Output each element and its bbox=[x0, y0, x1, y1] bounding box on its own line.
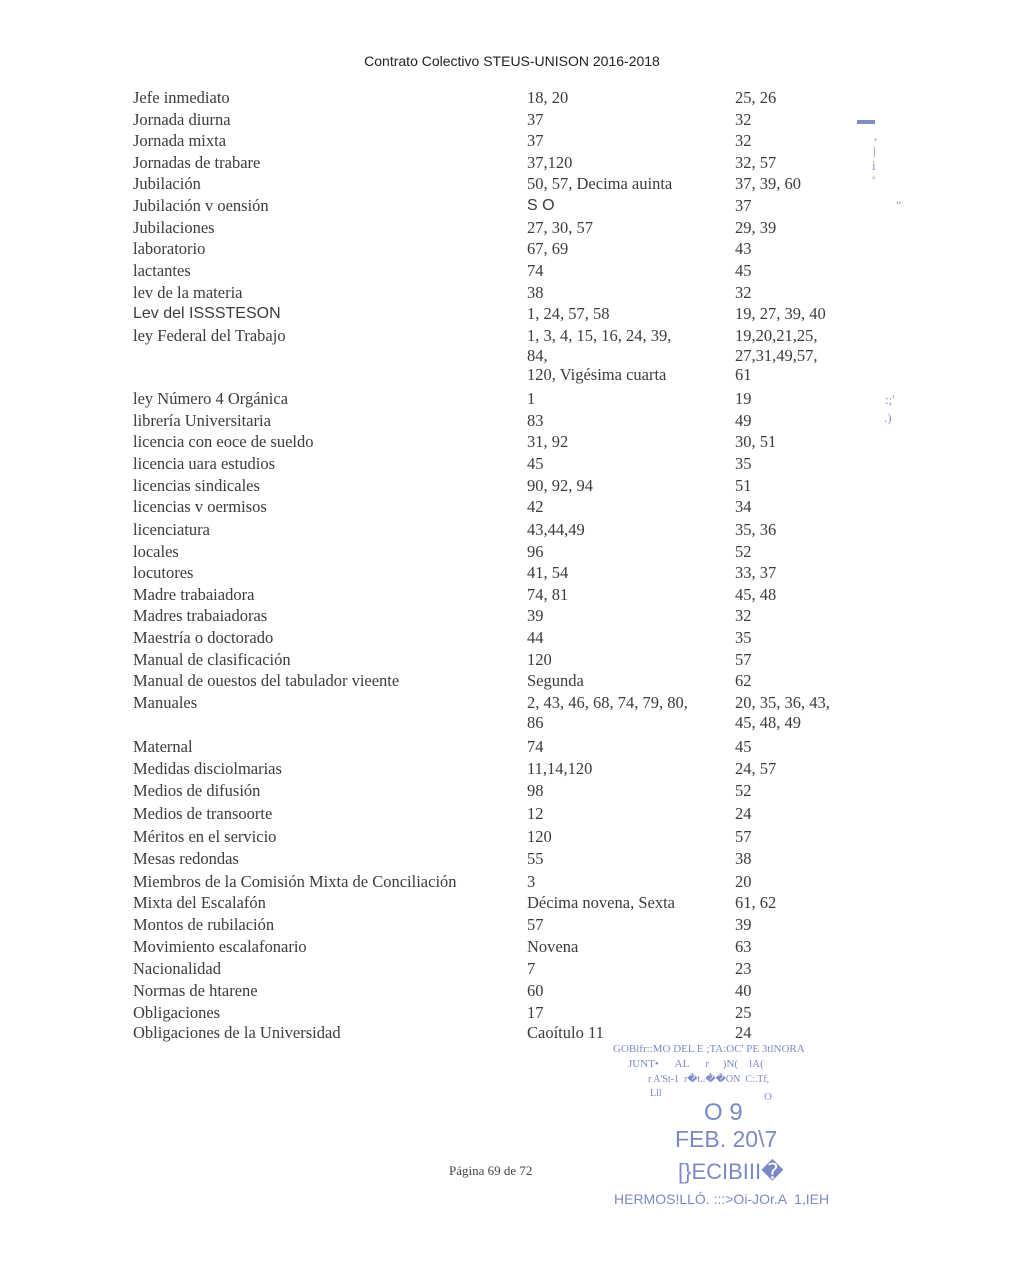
index-row bbox=[0, 981, 1024, 1003]
index-pages: 7 bbox=[527, 959, 536, 978]
index-row bbox=[0, 174, 1024, 196]
index-row bbox=[0, 411, 1024, 433]
index-pages: 83 bbox=[527, 411, 544, 430]
index-pages: 17 bbox=[527, 1003, 544, 1022]
index-term: Maternal bbox=[133, 737, 193, 756]
index-row bbox=[0, 893, 1024, 915]
index-row bbox=[0, 88, 1024, 110]
index-pages-alt: 38 bbox=[735, 849, 752, 868]
index-row bbox=[0, 915, 1024, 937]
index-term: Normas de htarene bbox=[133, 981, 258, 1000]
index-pages-alt: 33, 37 bbox=[735, 563, 777, 582]
index-row bbox=[0, 432, 1024, 454]
index-pages: 60 bbox=[527, 981, 544, 1000]
index-term: Jornada mixta bbox=[133, 131, 227, 150]
index-row bbox=[0, 671, 1024, 693]
index-row bbox=[0, 872, 1024, 894]
index-pages: 96 bbox=[527, 542, 544, 561]
index-term: Lev del ISSSTESON bbox=[133, 305, 281, 322]
index-pages-alt: 35, 36 bbox=[735, 520, 777, 539]
index-term: Miembros de la Comisión Mixta de Conciliación bbox=[133, 872, 457, 891]
index-term: Medios de difusión bbox=[133, 781, 261, 800]
index-term: Movimiento escalafonario bbox=[133, 937, 307, 956]
index-pages: 74 bbox=[527, 261, 544, 280]
received-stamp bbox=[600, 1043, 900, 1223]
index-pages-alt: 25 bbox=[735, 1003, 752, 1022]
index-pages-alt: 61, 62 bbox=[735, 893, 777, 912]
index-pages-alt: 63 bbox=[735, 937, 752, 956]
index-pages-alt: 45 bbox=[735, 737, 752, 756]
index-row bbox=[0, 759, 1024, 781]
margin-mark-3: i bbox=[872, 158, 876, 173]
index-term: licencia uara estudios bbox=[133, 454, 276, 473]
index-row bbox=[0, 1023, 1024, 1045]
index-pages: 41, 54 bbox=[527, 563, 569, 582]
index-row bbox=[0, 153, 1024, 175]
index-pages-alt: 39 bbox=[735, 915, 752, 934]
index-row bbox=[0, 606, 1024, 628]
page-header: Contrato Colectivo STEUS-UNISON 2016-2018 bbox=[364, 53, 660, 69]
index-pages-alt: 24, 57 bbox=[735, 759, 777, 778]
index-pages-alt: 51 bbox=[735, 476, 752, 495]
index-pages-alt: 49 bbox=[735, 411, 752, 430]
index-term: Méritos en el servicio bbox=[133, 827, 277, 846]
index-pages-alt: 61 bbox=[735, 365, 752, 384]
index-term: laboratorio bbox=[133, 239, 206, 258]
index-row bbox=[0, 283, 1024, 305]
index-row bbox=[0, 849, 1024, 871]
stamp-city: HERMOS!LLÓ. :::>Oi-JOr.A 1,IEH bbox=[614, 1191, 830, 1207]
index-term: licencias sindicales bbox=[133, 476, 260, 495]
index-term: librería Universitaria bbox=[133, 411, 271, 430]
index-pages-alt: 32 bbox=[735, 606, 752, 625]
index-row bbox=[0, 326, 1024, 365]
index-row bbox=[0, 389, 1024, 411]
page-footer: Página 69 de 72 bbox=[449, 1163, 533, 1178]
index-pages-alt: 20, 35, 36, 43, 45, 48, 49 bbox=[735, 693, 830, 732]
index-pages: 37 bbox=[527, 110, 544, 129]
index-pages-alt: 52 bbox=[735, 781, 752, 800]
stamp-line-1: GOBlfr::MO DEL E ;TA:OC' PE 3tlNORA bbox=[613, 1043, 805, 1055]
margin-mark-4: ° bbox=[872, 175, 876, 185]
index-row bbox=[0, 520, 1024, 542]
index-pages: 74 bbox=[527, 737, 544, 756]
index-pages: Segunda bbox=[527, 671, 584, 690]
index-pages: 45 bbox=[527, 454, 544, 473]
index-term: Jefe inmediato bbox=[133, 88, 230, 107]
index-row bbox=[0, 804, 1024, 826]
index-pages-alt: 32 bbox=[735, 110, 752, 129]
index-pages-alt: 45 bbox=[735, 261, 752, 280]
index-row bbox=[0, 304, 1024, 326]
index-row bbox=[0, 261, 1024, 283]
index-pages-alt: 30, 51 bbox=[735, 432, 777, 451]
index-pages-alt: 35 bbox=[735, 628, 752, 647]
index-term: ley Federal del Trabajo bbox=[133, 326, 286, 345]
index-pages: 37 bbox=[527, 131, 544, 150]
index-row bbox=[0, 827, 1024, 849]
index-pages-alt: 57 bbox=[735, 650, 752, 669]
index-pages: 18, 20 bbox=[527, 88, 569, 107]
index-row bbox=[0, 563, 1024, 585]
index-row bbox=[0, 454, 1024, 476]
index-pages-alt: 62 bbox=[735, 671, 752, 690]
index-term: Mesas redondas bbox=[133, 849, 239, 868]
index-pages: 74, 81 bbox=[527, 585, 569, 604]
index-pages: 27, 30, 57 bbox=[527, 218, 593, 237]
index-row bbox=[0, 196, 1024, 218]
index-term: Manuales bbox=[133, 693, 198, 712]
index-pages: 31, 92 bbox=[527, 432, 569, 451]
stamp-date: FEB. 20\7 bbox=[675, 1126, 778, 1152]
index-row bbox=[0, 737, 1024, 759]
index-pages-alt: 34 bbox=[735, 497, 752, 516]
index-pages: S O bbox=[527, 197, 555, 214]
index-term: Medidas disciolmarias bbox=[133, 759, 282, 778]
index-term: Madres trabaiadoras bbox=[133, 606, 268, 625]
stamp-line-5: O bbox=[764, 1091, 772, 1103]
index-pages: 39 bbox=[527, 606, 544, 625]
index-pages: 120, Vigésima cuarta bbox=[527, 365, 667, 384]
index-term: Jornada diurna bbox=[133, 110, 231, 129]
index-pages-alt: 32, 57 bbox=[735, 153, 777, 172]
index-row bbox=[0, 218, 1024, 240]
index-row bbox=[0, 937, 1024, 959]
index-pages: 90, 92, 94 bbox=[527, 476, 593, 495]
index-pages-alt: 45, 48 bbox=[735, 585, 777, 604]
index-row bbox=[0, 1003, 1024, 1025]
index-row bbox=[0, 781, 1024, 803]
index-term: Montos de rubilación bbox=[133, 915, 275, 934]
index-pages-alt: 29, 39 bbox=[735, 218, 777, 237]
index-term: Medios de transoorte bbox=[133, 804, 273, 823]
margin-mark-6: :;' bbox=[885, 392, 895, 407]
margin-mark-5: " bbox=[896, 198, 902, 213]
index-term: Jubilación bbox=[133, 174, 201, 193]
index-pages-alt: 24 bbox=[735, 1023, 752, 1042]
index-pages: 38 bbox=[527, 283, 544, 302]
index-row bbox=[0, 497, 1024, 519]
index-term: Nacionalidad bbox=[133, 959, 221, 978]
index-pages-alt: 25, 26 bbox=[735, 88, 777, 107]
index-term: licencias v oermisos bbox=[133, 497, 267, 516]
stamp-line-2: JUNT• AL r )N( lA( bbox=[628, 1058, 764, 1070]
index-pages-alt: 43 bbox=[735, 239, 752, 258]
index-pages: 57 bbox=[527, 915, 544, 934]
index-row bbox=[0, 476, 1024, 498]
margin-bar-mark bbox=[857, 120, 875, 124]
index-pages-alt: 37, 39, 60 bbox=[735, 174, 801, 193]
index-term: ley Número 4 Orgánica bbox=[133, 389, 289, 408]
index-pages: Caoítulo 11 bbox=[527, 1023, 604, 1042]
index-term: licencia con eoce de sueldo bbox=[133, 432, 314, 451]
index-pages: 11,14,120 bbox=[527, 759, 593, 778]
index-pages: 3 bbox=[527, 872, 536, 891]
index-term: Mixta del Escalafón bbox=[133, 893, 266, 912]
index-term: lactantes bbox=[133, 261, 191, 280]
index-row bbox=[0, 131, 1024, 153]
index-term: licenciatura bbox=[133, 520, 210, 539]
index-row bbox=[0, 542, 1024, 564]
index-term: Obligaciones de la Universidad bbox=[133, 1023, 341, 1042]
stamp-line-4: Lll bbox=[650, 1088, 662, 1099]
index-term: Obligaciones bbox=[133, 1003, 221, 1022]
index-pages: 120 bbox=[527, 827, 552, 846]
index-pages: 2, 43, 46, 68, 74, 79, 80, 86 bbox=[527, 693, 688, 732]
index-pages-alt: 20 bbox=[735, 872, 752, 891]
margin-mark-1: , bbox=[874, 128, 878, 143]
index-pages: 12 bbox=[527, 804, 544, 823]
index-term: Madre trabaiadora bbox=[133, 585, 255, 604]
index-pages-alt: 19,20,21,25, 27,31,49,57, bbox=[735, 326, 818, 365]
stamp-received: [}ECIBIII� bbox=[678, 1159, 784, 1184]
index-row bbox=[0, 365, 1024, 387]
stamp-line-3: r A'St-1 r�t..��ON C:.Tf, bbox=[648, 1074, 770, 1085]
index-pages-alt: 35 bbox=[735, 454, 752, 473]
index-pages: 42 bbox=[527, 497, 544, 516]
index-pages-alt: 19 bbox=[735, 389, 752, 408]
stamp-day: O 9 bbox=[704, 1099, 743, 1126]
index-pages: 1, 3, 4, 15, 16, 24, 39, 84, bbox=[527, 326, 672, 365]
index-pages-alt: 57 bbox=[735, 827, 752, 846]
index-pages: 37,120 bbox=[527, 153, 573, 172]
index-pages: 98 bbox=[527, 781, 544, 800]
margin-mark-2: | bbox=[873, 143, 876, 158]
index-row bbox=[0, 959, 1024, 981]
index-row bbox=[0, 693, 1024, 732]
index-pages-alt: 32 bbox=[735, 131, 752, 150]
index-pages-alt: 24 bbox=[735, 804, 752, 823]
margin-mark-7: .) bbox=[884, 410, 892, 425]
index-pages: 50, 57, Decima auinta bbox=[527, 174, 673, 193]
index-pages: Novena bbox=[527, 937, 579, 956]
index-pages: 120 bbox=[527, 650, 552, 669]
index-pages-alt: 23 bbox=[735, 959, 752, 978]
index-row bbox=[0, 585, 1024, 607]
index-term: locutores bbox=[133, 563, 194, 582]
index-pages-alt: 32 bbox=[735, 283, 752, 302]
index-term: Jubilación v oensión bbox=[133, 196, 269, 215]
index-pages: 1, 24, 57, 58 bbox=[527, 304, 610, 323]
index-term: Jornadas de trabare bbox=[133, 153, 261, 172]
index-pages: 67, 69 bbox=[527, 239, 569, 258]
index-term: Manual de clasificación bbox=[133, 650, 291, 669]
index-term: lev de la materia bbox=[133, 283, 243, 302]
index-pages: 1 bbox=[527, 389, 536, 408]
index-pages: 55 bbox=[527, 849, 544, 868]
index-row bbox=[0, 628, 1024, 650]
index-term: locales bbox=[133, 542, 179, 561]
index-pages-alt: 52 bbox=[735, 542, 752, 561]
index-term: Manual de ouestos del tabulador vieente bbox=[133, 671, 400, 690]
index-pages: 44 bbox=[527, 628, 544, 647]
index-term: Jubilaciones bbox=[133, 218, 215, 237]
index-pages-alt: 19, 27, 39, 40 bbox=[735, 304, 826, 323]
index-pages-alt: 40 bbox=[735, 981, 752, 1000]
index-pages-alt: 37 bbox=[735, 196, 752, 215]
index-pages: Décima novena, Sexta bbox=[527, 893, 675, 912]
index-row bbox=[0, 650, 1024, 672]
index-row bbox=[0, 239, 1024, 261]
index-pages: 43,44,49 bbox=[527, 520, 585, 539]
index-term: Maestría o doctorado bbox=[133, 628, 274, 647]
